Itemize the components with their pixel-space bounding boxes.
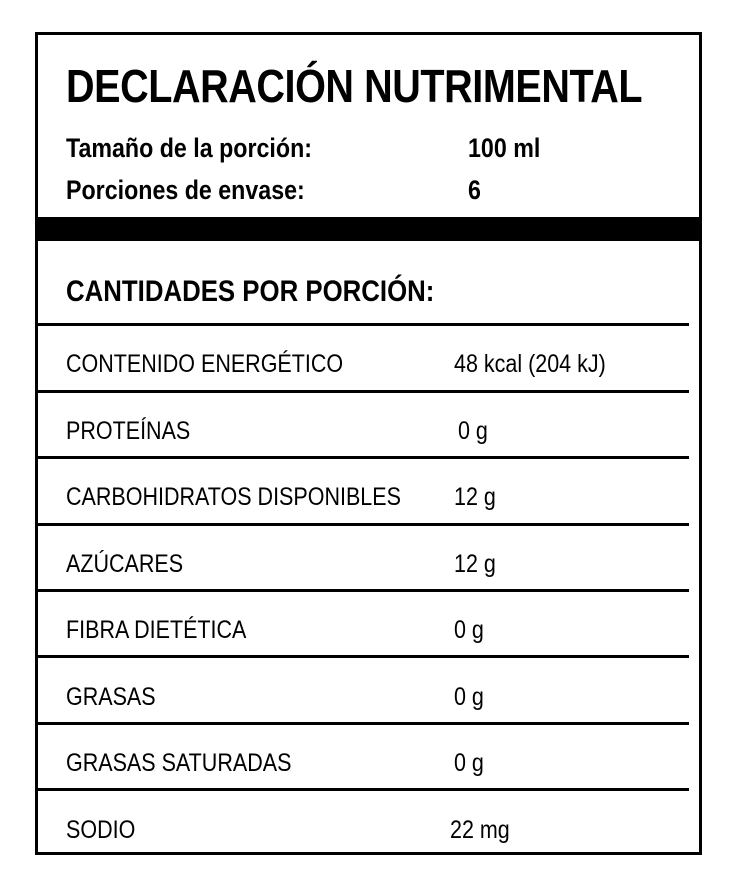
nutrient-name-carbohydrates: CARBOHIDRATOS DISPONIBLES — [66, 483, 401, 511]
thick-divider — [38, 217, 699, 241]
label-title: DECLARACIÓN NUTRIMENTAL — [66, 60, 643, 112]
row-divider — [38, 788, 689, 791]
nutrient-name-fat: GRASAS — [66, 683, 156, 711]
servings-per-container-label: Porciones de envase: — [66, 175, 305, 205]
nutrient-name-saturated-fat: GRASAS SATURADAS — [66, 749, 292, 777]
nutrient-name-energy: CONTENIDO ENERGÉTICO — [66, 350, 344, 378]
nutrient-value-carbohydrates: 12 g — [454, 483, 496, 511]
nutrient-name-fiber: FIBRA DIETÉTICA — [66, 616, 247, 644]
row-divider — [38, 323, 689, 326]
nutrient-value-fat: 0 g — [454, 683, 484, 711]
row-divider — [38, 655, 689, 658]
serving-size-label: Tamaño de la porción: — [66, 133, 312, 163]
serving-size-value: 100 ml — [468, 133, 541, 163]
row-divider — [38, 589, 689, 592]
nutrient-name-sodium: SODIO — [66, 816, 136, 844]
nutrition-label — [35, 32, 702, 855]
nutrient-value-sodium: 22 mg — [450, 816, 510, 844]
row-divider — [38, 523, 689, 526]
nutrient-name-sugars: AZÚCARES — [66, 550, 184, 578]
nutrient-value-energy: 48 kcal (204 kJ) — [454, 350, 606, 378]
row-divider — [38, 390, 689, 393]
nutrient-value-protein: 0 g — [458, 417, 488, 445]
nutrient-value-fiber: 0 g — [454, 616, 484, 644]
row-divider — [38, 456, 689, 459]
row-divider — [38, 722, 689, 725]
section-heading: CANTIDADES POR PORCIÓN: — [66, 275, 435, 308]
servings-per-container-value: 6 — [468, 175, 481, 205]
nutrient-value-saturated-fat: 0 g — [454, 749, 484, 777]
nutrient-name-protein: PROTEÍNAS — [66, 417, 191, 445]
nutrient-value-sugars: 12 g — [454, 550, 496, 578]
